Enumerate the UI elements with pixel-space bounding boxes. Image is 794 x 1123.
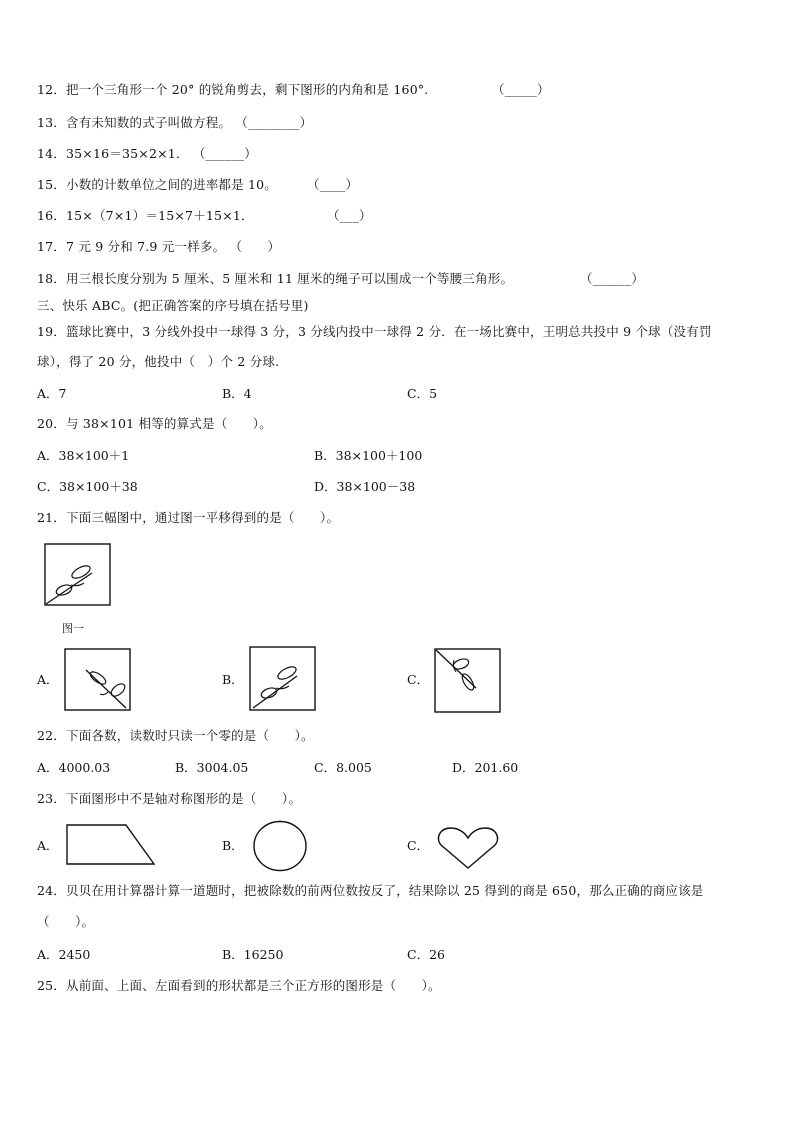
answer-blank[interactable]: （ ） bbox=[229, 239, 281, 254]
question-19-line1: 19．篮球比赛中，3 分线外投中一球得 3 分，3 分线内投中一球得 2 分．在一场比赛中，王明总共投中 9 个球（没有罚 bbox=[37, 324, 712, 339]
question-15 bbox=[37, 177, 359, 193]
option-d[interactable]: D．201.60 bbox=[452, 760, 519, 775]
option-a[interactable]: A． bbox=[37, 838, 59, 853]
option-a[interactable]: A．7 bbox=[37, 386, 67, 401]
question-19-line2: 球），得了 20 分，他投中（ ）个 2 分球. bbox=[37, 354, 280, 369]
question-21: 21．下面三幅图中，通过图一平移得到的是（ ）。 bbox=[37, 510, 340, 525]
option-c[interactable]: C． bbox=[407, 838, 430, 853]
question-14 bbox=[37, 146, 257, 162]
option-c-figure[interactable] bbox=[434, 648, 502, 714]
answer-blank[interactable]: （______） bbox=[192, 146, 257, 161]
section-heading: 三、快乐 ABC。(把正确答案的序号填在括号里) bbox=[37, 298, 309, 313]
option-c[interactable]: C．26 bbox=[407, 947, 445, 962]
question-13 bbox=[37, 115, 312, 131]
heart-figure[interactable] bbox=[437, 826, 499, 870]
figure-one-label: 图一 bbox=[62, 622, 84, 635]
question-text: 17．7 元 9 分和 7.9 元一样多。 bbox=[37, 239, 226, 254]
option-b[interactable]: B．38×100＋100 bbox=[314, 448, 423, 463]
trapezoid-figure[interactable] bbox=[66, 824, 158, 866]
answer-blank[interactable]: （______） bbox=[580, 271, 645, 286]
option-a-figure[interactable] bbox=[64, 648, 132, 712]
question-text: 18．用三根长度分别为 5 厘米、5 厘米和 11 厘米的绳子可以围成一个等腰三角形。 bbox=[37, 271, 514, 286]
option-a[interactable]: A．4000.03 bbox=[37, 760, 111, 775]
circle-figure[interactable] bbox=[252, 820, 308, 872]
answer-blank[interactable]: （________） bbox=[235, 115, 313, 130]
question-text: 16．15×（7×1）＝15×7＋15×1． bbox=[37, 208, 254, 223]
option-a[interactable]: A．38×100＋1 bbox=[37, 448, 130, 463]
answer-blank[interactable]: （_____） bbox=[492, 82, 550, 97]
option-d[interactable]: D．38×100－38 bbox=[314, 479, 416, 494]
option-a[interactable]: A． bbox=[37, 672, 59, 687]
option-c[interactable]: C．5 bbox=[407, 386, 438, 401]
option-b[interactable]: B．3004.05 bbox=[175, 760, 249, 775]
question-text: 13．含有未知数的式子叫做方程。 bbox=[37, 115, 232, 130]
question-24-line1: 24．贝贝在用计算器计算一道题时，把被除数的前两位数按反了，结果除以 25 得到的商是 650，那么正确的商应该是 bbox=[37, 883, 704, 898]
answer-blank[interactable]: （___） bbox=[327, 208, 372, 223]
option-c[interactable]: C．8.005 bbox=[314, 760, 372, 775]
question-25: 25．从前面、上面、左面看到的形状都是三个正方形的图形是（ ）。 bbox=[37, 978, 441, 993]
option-b[interactable]: B．4 bbox=[222, 386, 252, 401]
answer-blank[interactable]: （____） bbox=[307, 177, 359, 192]
question-12 bbox=[37, 82, 550, 98]
figure-one bbox=[44, 543, 112, 607]
option-b[interactable]: B． bbox=[222, 672, 244, 687]
question-18 bbox=[37, 271, 645, 287]
option-b[interactable]: B． bbox=[222, 838, 244, 853]
question-20: 20．与 38×101 相等的算式是（ ）。 bbox=[37, 416, 272, 431]
option-a[interactable]: A．2450 bbox=[37, 947, 91, 962]
option-b-figure[interactable] bbox=[249, 646, 317, 712]
question-16 bbox=[37, 208, 372, 224]
question-text: 12．把一个三角形一个 20° 的锐角剪去，剩下图形的内角和是 160°. bbox=[37, 82, 429, 97]
question-22: 22．下面各数，读数时只读一个零的是（ ）。 bbox=[37, 728, 314, 743]
question-23: 23．下面图形中不是轴对称图形的是（ ）。 bbox=[37, 791, 302, 806]
question-24-line2: （ ）。 bbox=[37, 914, 95, 929]
question-text: 14．35×16＝35×2×1． bbox=[37, 146, 189, 161]
option-c[interactable]: C．38×100＋38 bbox=[37, 479, 138, 494]
question-text: 15．小数的计数单位之间的进率都是 10。 bbox=[37, 177, 277, 192]
option-b[interactable]: B．16250 bbox=[222, 947, 284, 962]
question-17 bbox=[37, 239, 280, 255]
option-c[interactable]: C． bbox=[407, 672, 430, 687]
